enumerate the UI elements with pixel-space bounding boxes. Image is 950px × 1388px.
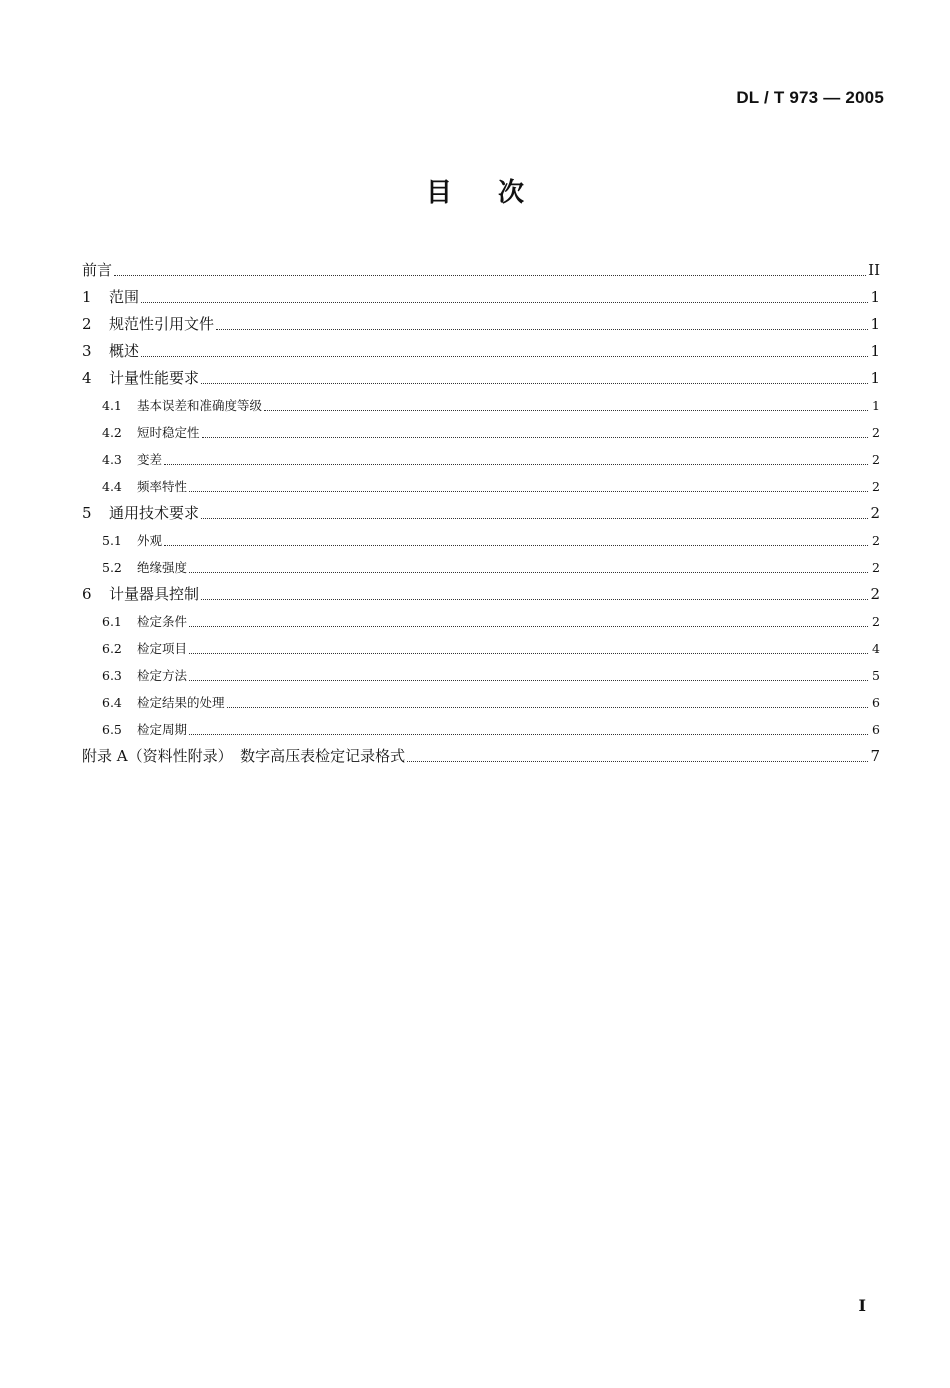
toc-entry-title: 检定周期 [137, 722, 188, 737]
dot-leader [164, 464, 868, 465]
toc-entry-number: 5 [82, 504, 92, 522]
toc-entry-number: 4.2 [102, 425, 122, 440]
toc-entry-page: 1 [870, 369, 880, 387]
toc-entry[interactable] [82, 338, 880, 365]
toc-entry-page: 5 [872, 668, 880, 683]
dot-leader [201, 599, 868, 600]
dot-leader [164, 545, 868, 546]
toc-entry[interactable] [82, 365, 880, 392]
toc-entry-number: 6.3 [102, 668, 122, 683]
toc-entry-title: 基本误差和准确度等级 [137, 398, 263, 413]
toc-entry-page: 2 [870, 585, 880, 603]
toc-entry[interactable] [82, 257, 880, 284]
toc-entry[interactable] [82, 743, 880, 770]
toc-entry-page: 2 [872, 425, 880, 440]
dot-leader [189, 653, 868, 654]
toc-entry-page: 1 [870, 315, 880, 333]
toc-entry[interactable] [82, 284, 880, 311]
toc-entry-page: 2 [872, 560, 880, 575]
toc-entry-title: 绝缘强度 [137, 560, 188, 575]
toc-entry-number: 4 [82, 369, 92, 387]
toc-entry[interactable] [82, 500, 880, 527]
toc-entry-number: 1 [82, 288, 92, 306]
toc-entry[interactable] [82, 635, 880, 662]
toc-entry-title: 检定结果的处理 [137, 695, 225, 710]
toc-entry-number: 2 [82, 315, 92, 333]
toc-entry-page: 2 [872, 452, 880, 467]
toc-entry-page: 1 [872, 398, 880, 413]
toc-entry-title: 短时稳定性 [137, 425, 200, 440]
dot-leader [189, 626, 868, 627]
toc-entry-number: 6.4 [102, 695, 122, 710]
dot-leader [216, 329, 868, 330]
dot-leader [189, 680, 868, 681]
toc-entry-title: 概述 [109, 342, 140, 360]
toc-entry-number: 4.4 [102, 479, 122, 494]
toc-entry-title: 通用技术要求 [109, 504, 200, 522]
toc-entry[interactable] [82, 527, 880, 554]
toc-entry-page: 6 [872, 695, 880, 710]
toc-entry-title: 计量性能要求 [109, 369, 200, 387]
toc-entry-page: 2 [872, 533, 880, 548]
toc-entry-title: 外观 [137, 533, 163, 548]
dot-leader [189, 491, 868, 492]
toc-entry-page: 1 [870, 288, 880, 306]
dot-leader [407, 761, 868, 762]
toc-entry-number: 5.2 [102, 560, 122, 575]
dot-leader [189, 572, 868, 573]
toc-entry[interactable] [82, 662, 880, 689]
toc-entry-page: 6 [872, 722, 880, 737]
toc-entry[interactable] [82, 554, 880, 581]
toc-entry-page: 7 [870, 747, 880, 765]
toc-entry-number: 6.5 [102, 722, 122, 737]
toc-entry-number: 6.2 [102, 641, 122, 656]
table-of-contents [82, 257, 880, 770]
toc-entry-title: 范围 [109, 288, 140, 306]
toc-entry-title: 变差 [137, 452, 163, 467]
toc-entry[interactable] [82, 473, 880, 500]
dot-leader [201, 383, 868, 384]
dot-leader [114, 275, 866, 276]
toc-entry[interactable] [82, 689, 880, 716]
toc-entry-page: 2 [872, 479, 880, 494]
toc-entry-number: 4.1 [102, 398, 122, 413]
toc-entry[interactable] [82, 608, 880, 635]
toc-entry-number: 6.1 [102, 614, 122, 629]
toc-entry-title: 附录 A（资料性附录） 数字高压表检定记录格式 [82, 747, 406, 765]
toc-entry-title: 检定项目 [137, 641, 188, 656]
dot-leader [202, 437, 868, 438]
dot-leader [227, 707, 868, 708]
dot-leader [264, 410, 868, 411]
toc-entry[interactable] [82, 446, 880, 473]
toc-entry-title: 频率特性 [137, 479, 188, 494]
document-code: DL / T 973 — 2005 [736, 88, 884, 107]
toc-entry-number: 3 [82, 342, 92, 360]
toc-entry-page: 2 [872, 614, 880, 629]
toc-entry-title: 检定条件 [137, 614, 188, 629]
toc-entry[interactable] [82, 419, 880, 446]
toc-entry-number: 6 [82, 585, 92, 603]
dot-leader [141, 302, 868, 303]
toc-entry[interactable] [82, 392, 880, 419]
toc-entry[interactable] [82, 311, 880, 338]
page-number: I [858, 1296, 866, 1315]
toc-entry[interactable] [82, 716, 880, 743]
toc-entry-title: 计量器具控制 [109, 585, 200, 603]
dot-leader [141, 356, 868, 357]
toc-entry-title: 检定方法 [137, 668, 188, 683]
dot-leader [201, 518, 868, 519]
toc-entry-title: 规范性引用文件 [109, 315, 215, 333]
toc-entry-number: 5.1 [102, 533, 122, 548]
toc-entry[interactable] [82, 581, 880, 608]
toc-entry-number: 4.3 [102, 452, 122, 467]
toc-entry-page: 4 [872, 641, 880, 656]
page-title: 目次 [425, 178, 570, 208]
toc-entry-page: 1 [870, 342, 880, 360]
dot-leader [189, 734, 868, 735]
toc-entry-title: 前言 [82, 261, 113, 279]
toc-entry-page: II [868, 261, 880, 279]
toc-entry-page: 2 [870, 504, 880, 522]
